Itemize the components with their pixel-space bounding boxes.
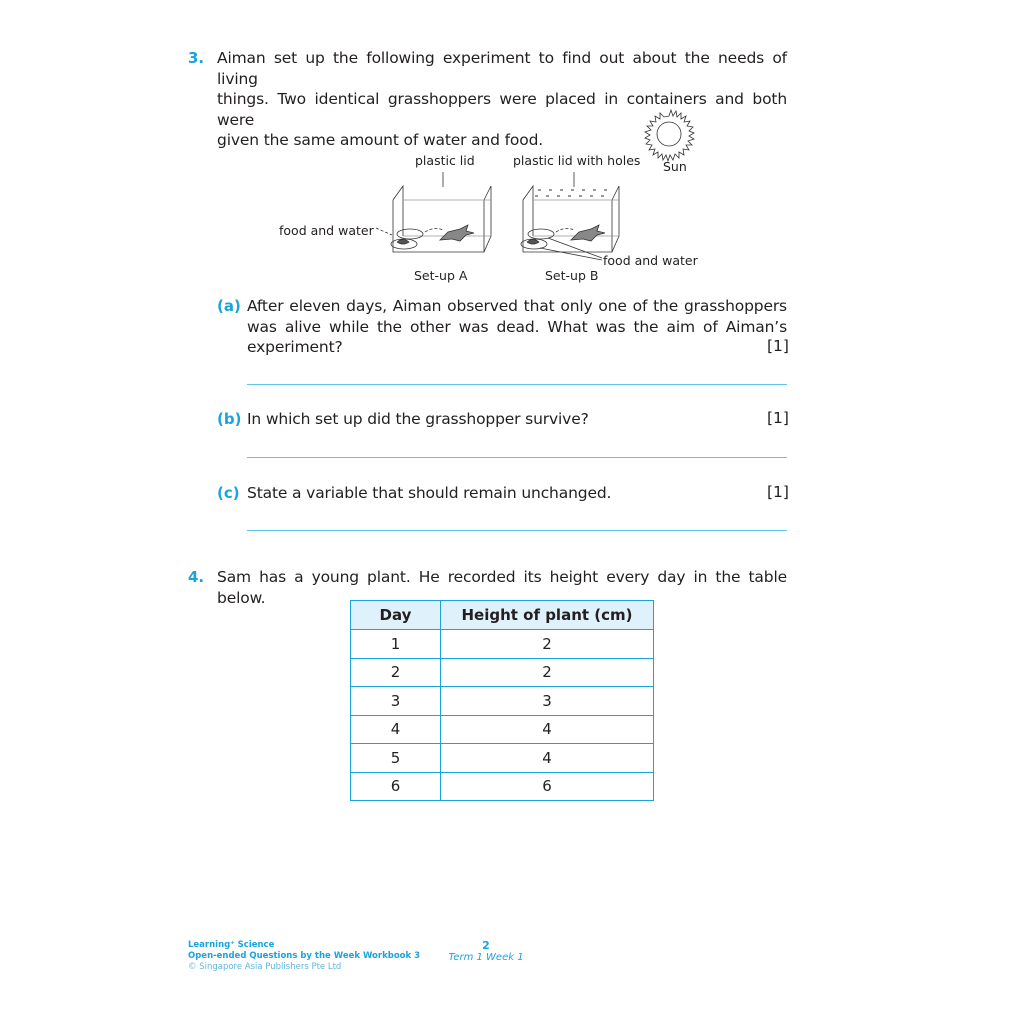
setup-a-container — [376, 172, 491, 252]
part-a-line: After eleven days, Aiman observed that only one of the grasshoppers — [247, 297, 787, 315]
cell-day: 4 — [351, 715, 441, 744]
part-c-marks: [1] — [767, 483, 789, 501]
plastic-lid-holes-label: plastic lid with holes — [513, 153, 641, 168]
part-b-label: (b) — [217, 410, 242, 428]
part-b-answer-line[interactable] — [247, 457, 787, 458]
footer-book-title: Open-ended Questions by the Week Workbook 3 — [188, 951, 421, 961]
question-3-line: Aiman set up the following experiment to find out about the needs of living — [217, 49, 787, 88]
part-b-text: In which set up did the grasshopper survive? — [247, 410, 589, 428]
cell-height: 4 — [441, 744, 654, 773]
sun-label: Sun — [663, 159, 687, 174]
plant-height-table — [350, 600, 654, 801]
cell-height: 6 — [441, 772, 654, 801]
question-3-line: given the same amount of water and food. — [217, 131, 544, 149]
setup-a-label: Set-up A — [414, 268, 468, 283]
part-c-text: State a variable that should remain unchanged. — [247, 484, 612, 502]
question-3-line: things. Two identical grasshoppers were placed in containers and both were — [217, 90, 787, 129]
cell-height: 4 — [441, 715, 654, 744]
table-row — [351, 687, 654, 716]
part-b-marks: [1] — [767, 409, 789, 427]
cell-height: 2 — [441, 658, 654, 687]
table-row — [351, 630, 654, 659]
footer-series: Learning⁺ Science — [188, 940, 275, 950]
part-a-text — [247, 296, 787, 358]
setup-b-label: Set-up B — [545, 268, 599, 283]
cell-day: 2 — [351, 658, 441, 687]
part-c-answer-line[interactable] — [247, 530, 787, 531]
cell-day: 1 — [351, 630, 441, 659]
header-height: Height of plant (cm) — [441, 601, 654, 630]
question-4-text: Sam has a young plant. He recorded its height every day in the table below. — [217, 568, 787, 607]
table-row — [351, 658, 654, 687]
table-row — [351, 715, 654, 744]
plastic-lid-label: plastic lid — [415, 153, 475, 168]
footer-publisher — [188, 940, 420, 973]
cell-height: 2 — [441, 630, 654, 659]
experiment-diagram — [0, 0, 1024, 300]
part-a-label: (a) — [217, 297, 241, 315]
cell-height: 3 — [441, 687, 654, 716]
cell-day: 5 — [351, 744, 441, 773]
sun-icon — [645, 110, 694, 161]
page-number: 2 — [482, 939, 490, 952]
food-water-label-a: food and water — [279, 223, 374, 238]
part-a-marks: [1] — [767, 337, 789, 355]
lid-holes — [535, 190, 607, 196]
cell-day: 3 — [351, 687, 441, 716]
header-day: Day — [351, 601, 441, 630]
footer-copyright: © Singapore Asia Publishers Pte Ltd — [188, 962, 342, 972]
setup-b-container — [521, 172, 619, 260]
question-4-number: 4. — [188, 568, 205, 586]
cell-day: 6 — [351, 772, 441, 801]
table-row — [351, 772, 654, 801]
table-row — [351, 744, 654, 773]
part-a-line: experiment? — [247, 338, 343, 356]
table-header-row — [351, 601, 654, 630]
part-c-label: (c) — [217, 484, 240, 502]
part-a-answer-line[interactable] — [247, 384, 787, 385]
food-water-label-b: food and water — [603, 253, 698, 268]
part-a-line: was alive while the other was dead. What was the aim of Aiman’s — [247, 317, 787, 336]
term-week: Term 1 Week 1 — [448, 952, 524, 963]
question-3-number: 3. — [188, 49, 205, 67]
